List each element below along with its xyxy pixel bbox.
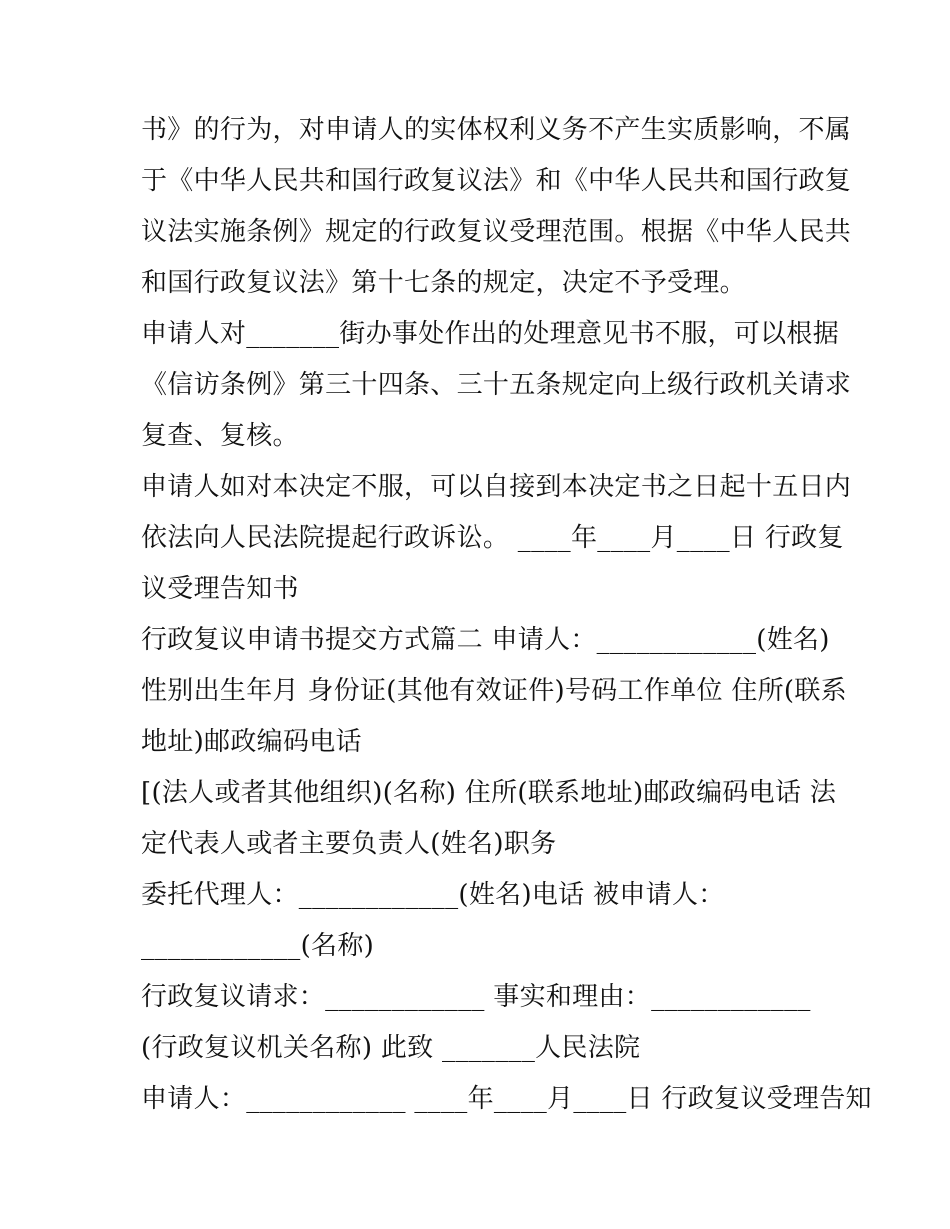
text-line: (行政复议机关名称) 此致 _______人民法院 bbox=[141, 1033, 641, 1063]
text-line: 和国行政复议法》第十七条的规定，决定不予受理。 bbox=[141, 268, 746, 298]
text-line: 委托代理人：____________(姓名)电话 被申请人： bbox=[141, 880, 725, 910]
text-line: 书》的行为，对申请人的实体权利义务不产生实质影响，不属 bbox=[141, 115, 852, 145]
text-line: 《信访条例》第三十四条、三十五条规定向上级行政机关请求 bbox=[141, 370, 852, 400]
text-line: [(法人或者其他组织)(名称) 住所(联系地址)邮政编码电话 法 bbox=[141, 778, 837, 808]
text-line: 申请人：____________ ____年____月____日 行政复议受理告知 bbox=[141, 1084, 872, 1114]
text-line: 性别出生年月 身份证(其他有效证件)号码工作单位 住所(联系 bbox=[141, 676, 847, 706]
text-line: 定代表人或者主要负责人(姓名)职务 bbox=[141, 829, 557, 859]
text-line: ____________(名称) bbox=[141, 931, 375, 961]
document-body bbox=[141, 105, 872, 1125]
text-line: 行政复议申请书提交方式篇二 申请人：____________(姓名) bbox=[141, 625, 830, 655]
text-line: 议受理告知书 bbox=[141, 574, 299, 604]
text-line: 地址)邮政编码电话 bbox=[141, 727, 362, 757]
text-line: 申请人如对本决定不服，可以自接到本决定书之日起十五日内 bbox=[141, 472, 852, 502]
text-line: 行政复议请求：____________ 事实和理由：____________ bbox=[141, 982, 811, 1012]
text-line: 依法向人民法院提起行政诉讼。 ____年____月____日 行政复 bbox=[141, 523, 844, 553]
text-line: 复查、复核。 bbox=[141, 421, 299, 451]
text-line: 于《中华人民共和国行政复议法》和《中华人民共和国行政复 bbox=[141, 166, 852, 196]
text-line: 申请人对_______街办事处作出的处理意见书不服，可以根据 bbox=[141, 319, 840, 349]
text-line: 议法实施条例》规定的行政复议受理范围。根据《中华人民共 bbox=[141, 217, 852, 247]
